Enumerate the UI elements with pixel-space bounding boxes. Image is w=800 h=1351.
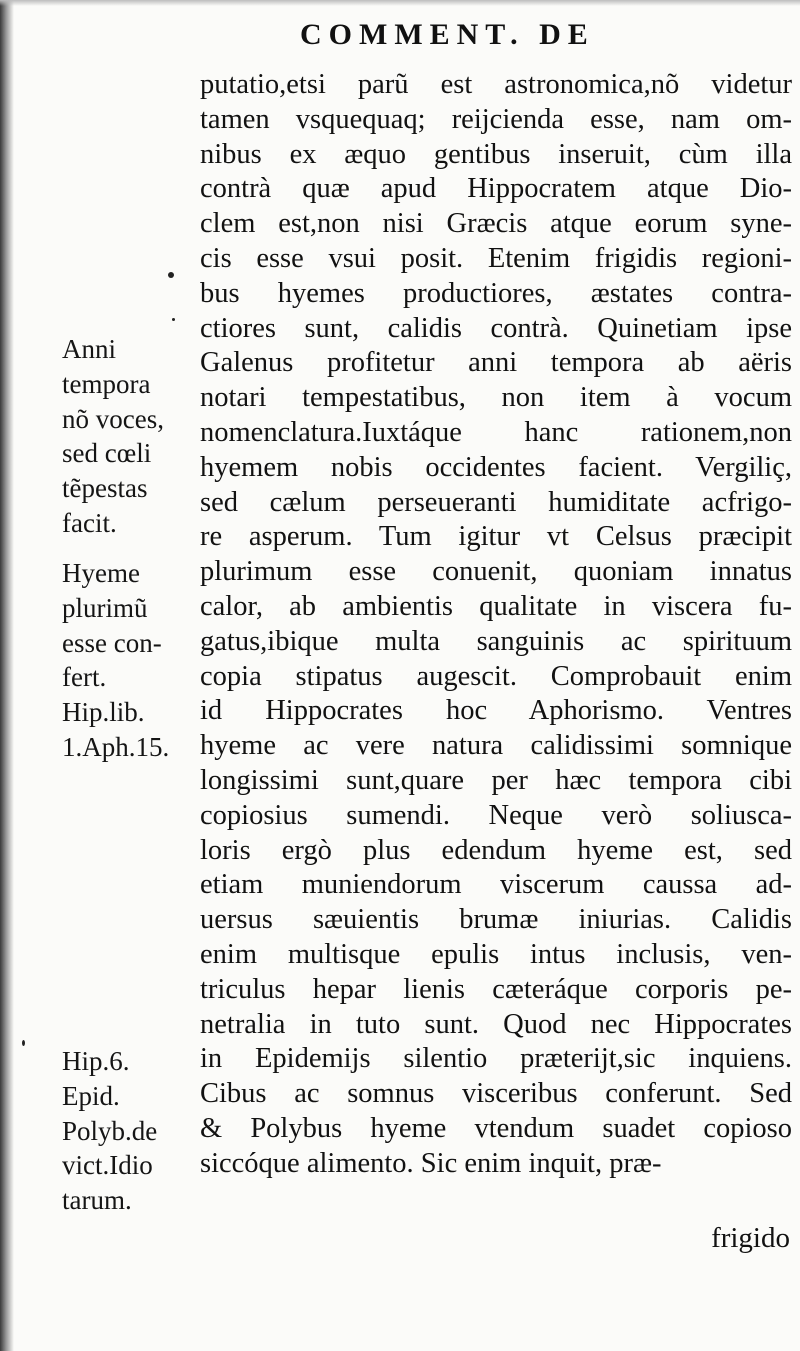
text-line: tamen vsquequaq; reijcienda esse, nam om- [200, 103, 792, 135]
margin-line: Polyb.de [62, 1115, 158, 1146]
text-line: calor, ab ambientis qualitate in viscera fu- [200, 590, 792, 622]
text-line: gatus,ibique multa sanguinis ac spirituum [200, 625, 792, 657]
text-line: etiam muniendorum viscerum caussa ad- [200, 869, 792, 901]
text-line: Galenus profitetur anni tempora ab aëris [200, 347, 792, 379]
text-line: siccóque alimento. Sic enim inquit, præ- [200, 1147, 662, 1179]
text-line: in Epidemijs silentio præterijt,sic inquiens. [200, 1043, 792, 1075]
margin-line: esse con- [62, 627, 162, 658]
text-line: hyemem nobis occidentes facient. Vergiliç, [200, 451, 792, 483]
binding-shadow [0, 0, 14, 1351]
margin-line: 1.Aph.15. [62, 731, 170, 762]
margin-note-anni-tempora [62, 332, 202, 541]
text-line: cis esse vsui posit. Etenim frigidis regioni- [200, 242, 792, 274]
text-line: hyeme ac vere natura calidissimi somnique [200, 730, 792, 762]
margin-line: fert. [62, 662, 107, 693]
margin-line: Hyeme [62, 558, 140, 588]
text-line: netralia in tuto sunt. Quod nec Hippocrates [200, 1008, 792, 1040]
catchword: frigido [711, 1222, 790, 1254]
margin-line: nõ voces, [62, 403, 164, 434]
page-top-edge [0, 0, 800, 6]
margin-note-hip-epid [62, 1044, 202, 1218]
text-line: copia stipatus augescit. Comprobauit enim [200, 660, 792, 692]
running-head: COMMENT. DE [300, 18, 595, 51]
margin-note-hyeme [62, 556, 202, 765]
body-text [200, 68, 792, 1182]
text-line: putatio,etsi parũ est astronomica,nõ videtur [200, 69, 792, 100]
text-line: triculus hepar lienis cæteráque corporis pe- [200, 973, 792, 1005]
ink-speck [22, 1040, 25, 1046]
margin-line: facit. [62, 507, 117, 538]
ink-speck [172, 318, 175, 321]
margin-line: vict.Idio [62, 1150, 153, 1181]
text-line: sed cælum perseueranti humiditate acfrigo- [200, 486, 792, 518]
text-line: nomenclatura.Iuxtáque hanc rationem,non [200, 416, 792, 448]
margin-line: Hip.lib. [62, 697, 145, 728]
margin-line: tarum. [62, 1185, 132, 1216]
margin-line: plurimũ [62, 592, 148, 623]
text-line: copiosius sumendi. Neque verò soliusca- [200, 799, 792, 831]
margin-line: Hip.6. [62, 1046, 130, 1076]
margin-line: Epid. [62, 1080, 120, 1111]
text-line: re asperum. Tum igitur vt Celsus præcipit [200, 521, 792, 553]
text-line: Cibus ac somnus visceribus conferunt. Sed [200, 1078, 792, 1110]
ink-speck [168, 272, 174, 278]
text-line: ctiores sunt, calidis contrà. Quinetiam ipse [200, 312, 792, 344]
margin-line: sed cœli [62, 438, 152, 469]
text-line: uersus sæuientis brumæ iniurias. Calidis [200, 904, 792, 936]
margin-line: tẽpestas [62, 473, 148, 504]
text-line: enim multisque epulis intus inclusis, ven- [200, 938, 792, 970]
text-line: nibus ex æquo gentibus inseruit, cùm illa [200, 138, 792, 170]
text-line: clem est,non nisi Græcis atque eorum syne- [200, 208, 792, 240]
text-line: bus hyemes productiores, æstates contra- [200, 277, 792, 309]
margin-line: Anni [62, 334, 116, 364]
text-line: id Hippocrates hoc Aphorismo. Ventres [200, 695, 792, 727]
text-line: & Polybus hyeme vtendum suadet copioso [200, 1112, 792, 1144]
text-line: loris ergò plus edendum hyeme est, sed [200, 834, 792, 866]
text-line: longissimi sunt,quare per hæc tempora cibi [200, 764, 792, 796]
text-line: contrà quæ apud Hippocratem atque Dio- [200, 173, 792, 205]
text-line: plurimum esse conuenit, quoniam innatus [200, 556, 792, 588]
margin-line: tempora [62, 368, 151, 399]
text-line: notari tempestatibus, non item à vocum [200, 382, 792, 414]
